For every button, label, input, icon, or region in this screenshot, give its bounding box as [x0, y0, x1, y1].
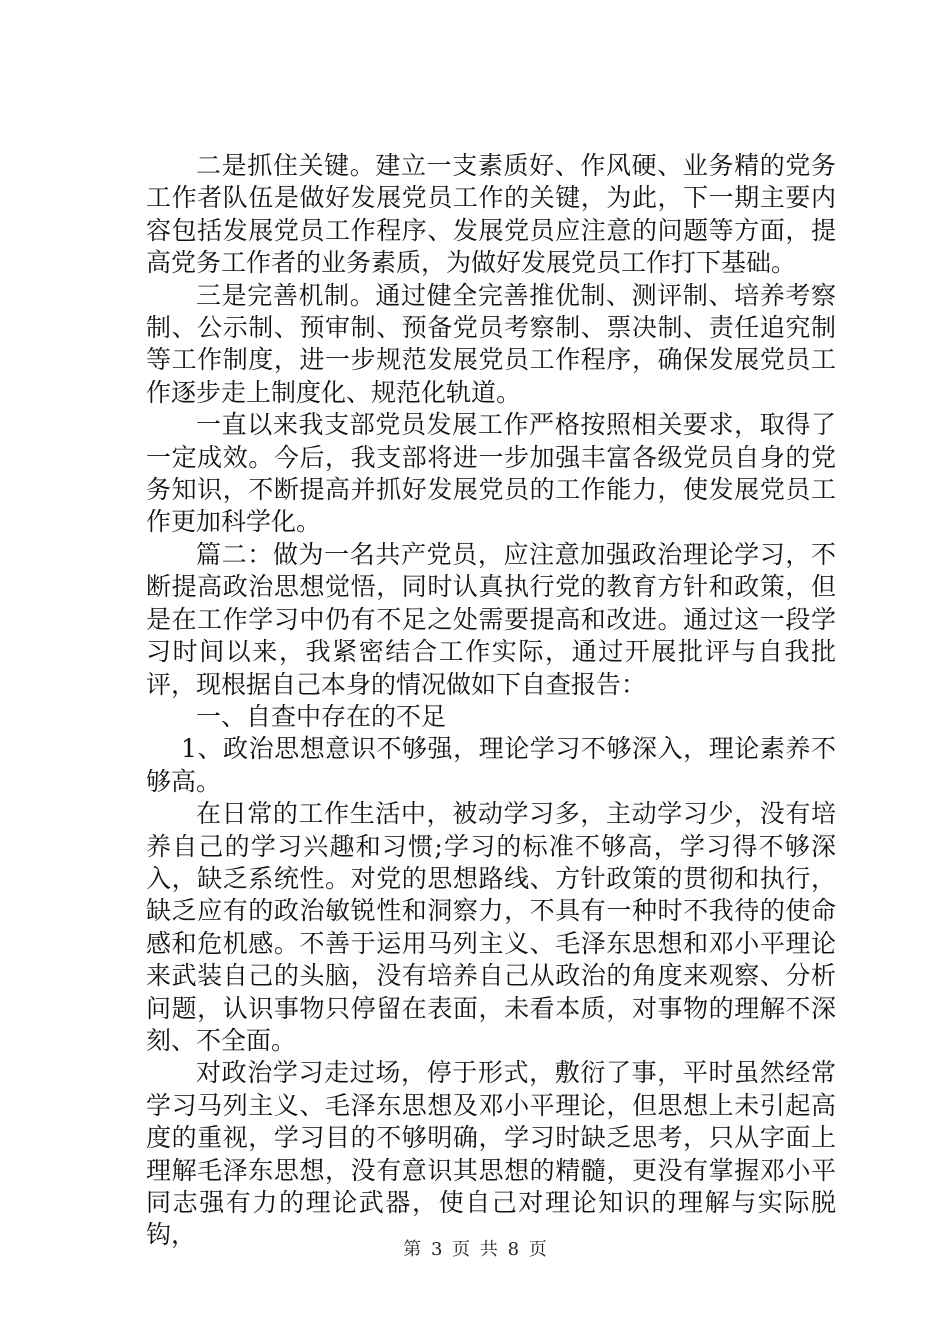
paragraph-political-study: 对政治学习走过场，停于形式，敷衍了事，平时虽然经常学习马列主义、毛泽东思想及邓小平理论，但思想上未引起高度的重视，学习目的不够明确，学习时缺乏思考，只从字面上理解毛泽东思想，没有意识其思想的精髓，更没有掌握邓小平同志强有力的理论武器，使自己对理论知识的理解与实际脱钩， [146, 1058, 836, 1250]
document-body [146, 150, 836, 1252]
list-item-political-awareness: 1、政治思想意识不够强，理论学习不够深入，理论素养不够高。 [146, 734, 836, 796]
paragraph-daily-work: 在日常的工作生活中，被动学习多，主动学习少，没有培养自己的学习兴趣和习惯;学习的标准不够高，学习得不够深入，缺乏系统性。对党的思想路线、方针政策的贯彻和执行，缺乏应有的政治敏锐性和洞察力，不具有一种时不我待的使命感和危机感。不善于运用马列主义、毛泽东思想和邓小平理论来武装自己的头脑，没有培养自己从政治的角度来观察、分析问题，认识事物只停留在表面，未看本质，对事物的理解不深刻、不全面。 [146, 799, 836, 1055]
section-heading-shortcomings: 一、自查中存在的不足 [196, 701, 447, 731]
paragraph-improve-mechanism: 三是完善机制。通过健全完善推优制、测评制、培养考察制、公示制、预审制、预备党员考察制、票决制、责任追究制等工作制度，进一步规范发展党员工作程序，确保发展党员工作逐步走上制度化、规范化轨道。 [146, 280, 836, 407]
paragraph-achievements: 一直以来我支部党员发展工作严格按照相关要求，取得了一定成效。今后，我支部将进一步加强丰富各级党员自身的党务知识，不断提高并抓好发展党员的工作能力，使发展党员工作更加科学化。 [146, 410, 836, 537]
paragraph-grasp-key: 二是抓住关键。建立一支素质好、作风硬、业务精的党务工作者队伍是做好发展党员工作的关键，为此，下一期主要内容包括发展党员工作程序、发展党员应注意的问题等方面，提高党务工作者的业务素质，为做好发展党员工作打下基础。 [146, 151, 836, 278]
paragraph-article-two-intro: 篇二：做为一名共产党员，应注意加强政治理论学习，不断提高政治思想觉悟，同时认真执行党的教育方针和政策，但是在工作学习中仍有不足之处需要提高和改进。通过这一段学习时间以来，我紧密结合工作实际，通过开展批评与自我批评，现根据自己本身的情况做如下自查报告： [146, 539, 836, 699]
page-number-footer: 第 3 页 共 8 页 [403, 1239, 547, 1260]
